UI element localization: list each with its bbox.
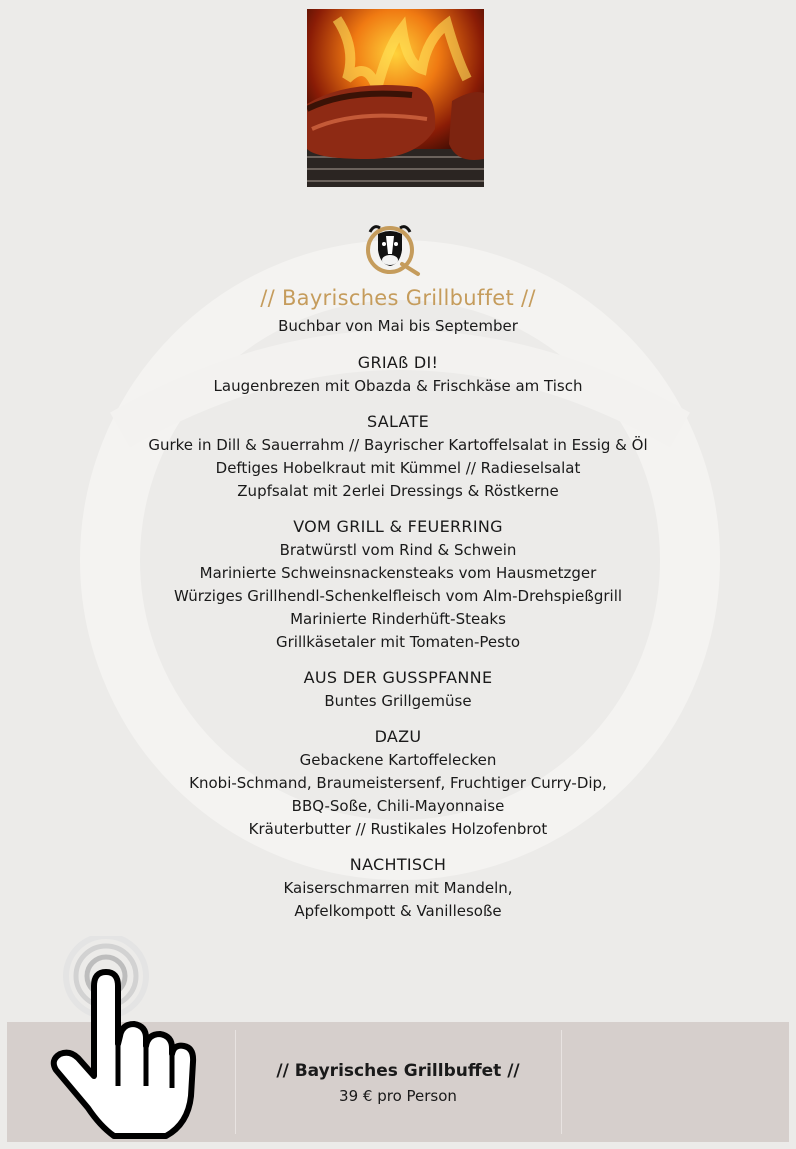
menu-item: Apfelkompott & Vanillesoße	[294, 902, 502, 920]
page-title: // Bayrisches Grillbuffet //	[260, 286, 536, 310]
section-heading: AUS DER GUSSPFANNE	[303, 668, 493, 687]
menu-item: BBQ-Soße, Chili-Mayonnaise	[291, 797, 505, 815]
section-heading: GRIAß DI!	[357, 353, 439, 372]
menu-item: Gebackene Kartoffelecken	[299, 751, 497, 769]
hand-pointer-icon[interactable]	[48, 936, 198, 1141]
section-gusspfanne	[0, 666, 796, 713]
menu-item: Laugenbrezen mit Obazda & Frischkäse am Tisch	[213, 377, 583, 395]
section-salate	[0, 410, 796, 503]
section-vom-grill	[0, 515, 796, 654]
section-nachtisch	[0, 853, 796, 923]
menu-content	[0, 283, 796, 923]
section-dazu	[0, 725, 796, 841]
menu-item: Würziges Grillhendl-Schenkelfleisch vom Alm-Drehspießgrill	[173, 587, 623, 605]
menu-item: Grillkäsetaler mit Tomaten-Pesto	[275, 633, 521, 651]
menu-item: Marinierte Schweinsnackensteaks vom Hausmetzger	[199, 564, 597, 582]
section-heading: SALATE	[366, 412, 430, 431]
cow-head-logo	[362, 220, 424, 278]
section-heading: DAZU	[374, 727, 422, 746]
menu-item: Marinierte Rinderhüft-Steaks	[290, 610, 506, 628]
menu-item: Zupfsalat mit 2erlei Dressings & Röstkerne	[237, 482, 559, 500]
page-subtitle: Buchbar von Mai bis September	[278, 317, 518, 335]
section-heading: VOM GRILL & FEUERRING	[293, 517, 503, 536]
menu-item: Knobi-Schmand, Braumeistersenf, Fruchtiger Curry-Dip,	[189, 774, 607, 792]
footer-title: // Bayrisches Grillbuffet //	[276, 1061, 520, 1081]
section-heading: NACHTISCH	[349, 855, 447, 874]
menu-item: Deftiges Hobelkraut mit Kümmel // Radieselsalat	[215, 459, 581, 477]
price-label: 39 € pro Person	[339, 1087, 457, 1105]
menu-item: Kräuterbutter // Rustikales Holzofenbrot	[248, 820, 548, 838]
menu-item: Kaiserschmarren mit Mandeln,	[283, 879, 513, 897]
grilled-steak-photo	[307, 9, 484, 187]
menu-item: Bratwürstl vom Rind & Schwein	[279, 541, 517, 559]
section-griass-di	[0, 351, 796, 398]
menu-item: Gurke in Dill & Sauerrahm // Bayrischer Kartoffelsalat in Essig & Öl	[148, 436, 648, 454]
menu-item: Buntes Grillgemüse	[324, 692, 472, 710]
